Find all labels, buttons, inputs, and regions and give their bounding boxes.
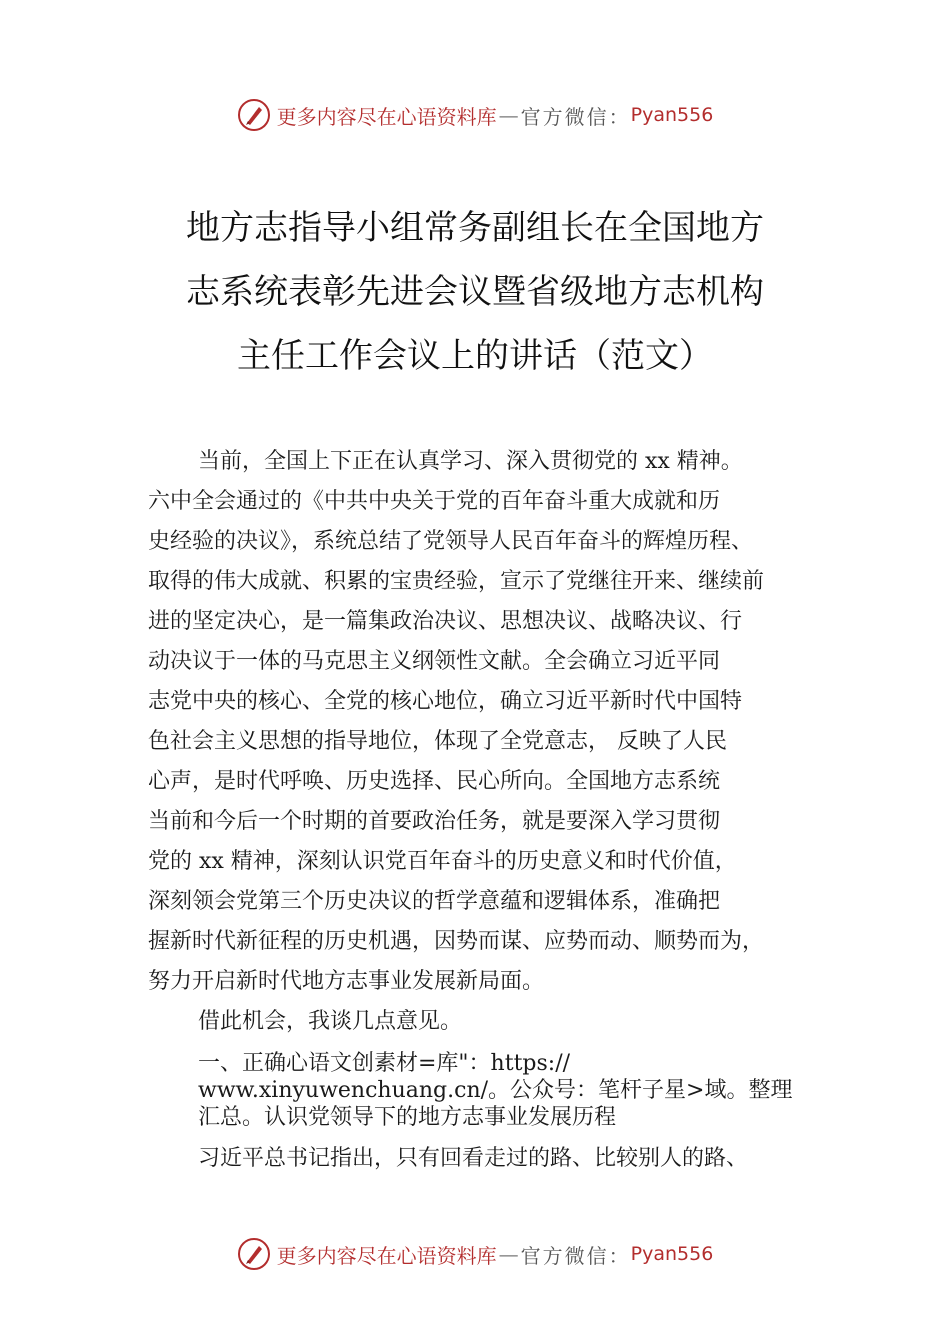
paragraph-line: 进的坚定决心，是一篇集政治决议、思想决议、战略决议、行 [148,609,743,634]
title-line: 主任工作会议上的讲话（范文） [237,336,713,376]
banner-wechat-id: Pyan556 [630,1243,714,1265]
paragraph-line: 当前，全国上下正在认真学习、深入贯彻党的 xx 精神。 [198,449,743,474]
paragraph-line: 深刻领会党第三个历史决议的哲学意蕴和逻辑体系，准确把 [148,889,721,914]
footer-banner [0,1234,950,1274]
document-title [0,196,950,388]
pen-logo-icon [237,1237,271,1271]
paragraph-line: 握新时代新征程的历史机遇，因势而谋、应势而动、顺势而为， [148,929,765,954]
paragraph-line: 史经验的决议》，系统总结了党领导人民百年奋斗的辉煌历程、 [148,529,754,554]
banner-wechat-id: Pyan556 [630,104,714,126]
section-heading-line: 汇总。认识党领导下的地方志事业发展历程 [198,1105,617,1130]
pen-logo-icon [237,98,271,132]
document-body [148,442,838,1179]
header-banner [0,95,950,135]
paragraph-line: 习近平总书记指出，只有回看走过的路、比较别人的路、 [198,1146,749,1171]
paragraph-line: 动决议于一体的马克思主义纲领性文献。全会确立习近平同 [148,649,721,674]
paragraph-line: 借此机会，我谈几点意见。 [198,1009,463,1034]
paragraph-line: 心声，是时代呼唤、历史选择、民心所向。全国地方志系统 [148,769,721,794]
section-heading-line: www.xinyuwenchuang.cn/。公众号：笔杆子星>域。整理 [198,1078,793,1103]
paragraph-line: 六中全会通过的《中共中央关于党的百年奋斗重大成就和历 [148,489,721,514]
banner-brand: 更多内容尽在心语资料库 [276,104,497,129]
banner-wechat-label: 官方微信： [520,104,631,129]
banner-separator: — [498,1242,519,1266]
paragraph-line: 志党中央的核心、全党的核心地位，确立习近平新时代中国特 [148,689,743,714]
title-line: 地方志指导小组常务副组长在全国地方 [186,208,764,248]
title-line: 志系统表彰先进会议暨省级地方志机构 [186,272,764,312]
banner-separator: — [498,103,519,127]
paragraph-line: 当前和今后一个时期的首要政治任务，就是要深入学习贯彻 [148,809,721,834]
paragraph-line: 党的 xx 精神，深刻认识党百年奋斗的历史意义和时代价值， [148,849,737,874]
section-heading-line: 一、正确心语文创素材=库"：https:// [198,1051,571,1076]
banner-brand: 更多内容尽在心语资料库 [276,1243,497,1268]
paragraph-line: 色社会主义思想的指导地位，体现了全党意志， 反映了人民 [148,729,727,754]
paragraph-line: 取得的伟大成就、积累的宝贵经验，宣示了党继往开来、继续前 [148,569,765,594]
banner-wechat-label: 官方微信： [520,1243,631,1268]
paragraph-line: 努力开启新时代地方志事业发展新局面。 [148,969,545,994]
